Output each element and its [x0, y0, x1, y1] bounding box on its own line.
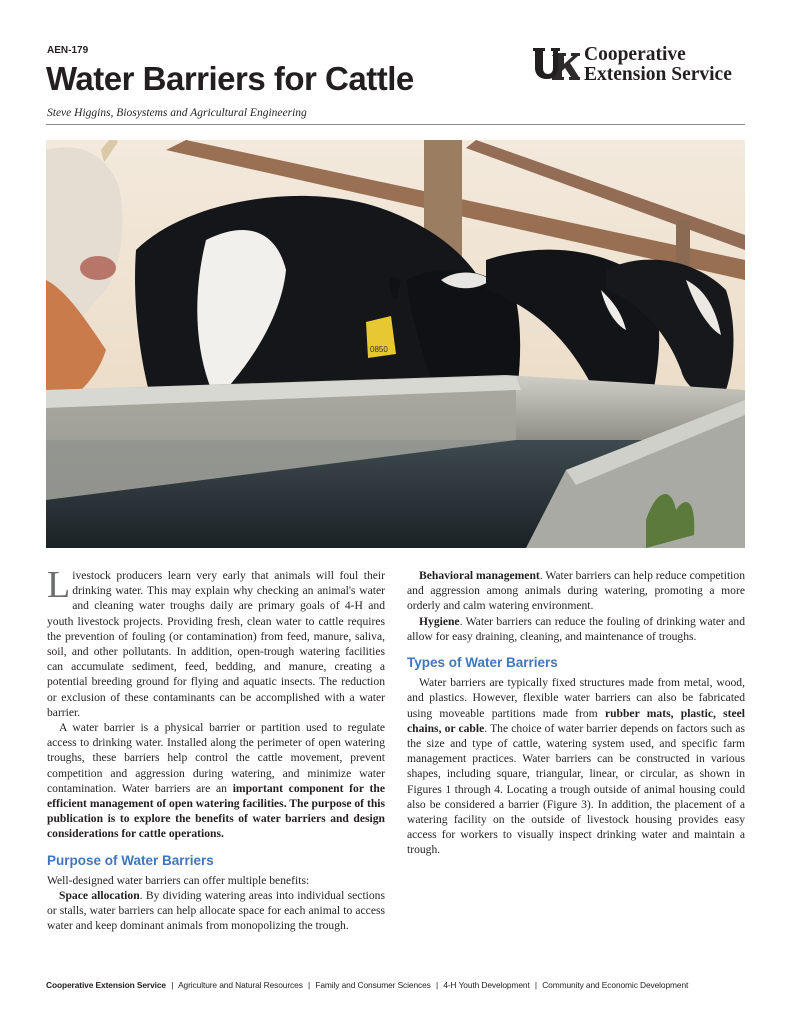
purpose-heading: Purpose of Water Barriers: [47, 852, 214, 868]
footer-separator: |: [534, 980, 537, 990]
cattle-drinking-photo: [46, 140, 745, 548]
uk-extension-logo: [532, 42, 747, 87]
footer-bar: [46, 980, 746, 990]
hero-photo: [46, 140, 745, 548]
intro-paragraph-2: A water barrier is a physical barrier or partition used to regulate access to drinking water. Installed along the perimeter of open watering troughs, these barriers help control the cattle movement, prevent competition and aggression during watering, and minimize water contamination. Water barriers are an important component for the efficient management of open watering facilities. The purpose of this publication is to explore the benefits of water barriers and design considerations for cattle operations.: [47, 721, 385, 841]
left-column: [47, 564, 385, 934]
behavioral-management-paragraph: Behavioral management. Water barriers can help reduce competition and aggression among animals during watering, promoting a more orderly and calm watering environment.: [407, 569, 745, 613]
ear-tag-number: 0850: [370, 345, 388, 354]
types-paragraph: Water barriers are typically fixed structures made from metal, wood, and plastics. However, flexible water barriers can also be fabricated using moveable partitions made from rubber mats, plastic, steel chains, or cable. The choice of water barrier depends on factors such as the size and type of cattle, watering system used, and specific farm management practices. Water barriers can be constructed in various shapes, including square, triangular, linear, or circular, as shown in Figures 1 through 4. Locating a trough outside of animal housing could also be considered a barrier (Figure 3). In addition, the placement of a watering facility on the outside of livestock housing provides easy access for workers to visually inspect drinking water and maintain a trough.: [407, 676, 746, 857]
footer-item: Family and Consumer Sciences: [315, 980, 431, 990]
dropcap-letter: L: [47, 564, 71, 606]
logo-line-1: Cooperative: [584, 43, 686, 65]
header-divider: [46, 124, 745, 125]
footer-item: 4-H Youth Development: [443, 980, 530, 990]
footer-separator: |: [171, 980, 174, 990]
uk-logo-icon: [532, 45, 580, 85]
logo-line-2: Extension Service: [584, 63, 732, 85]
right-column: [407, 568, 745, 858]
footer-brand: Cooperative Extension Service: [46, 980, 166, 990]
space-allocation-paragraph: Space allocation. By dividing watering areas into individual sections or stalls, water barriers can help allocate space for each animal to access water and keep dominant animals from monopolizing the trough.: [47, 889, 385, 933]
footer-item: Agriculture and Natural Resources: [178, 980, 303, 990]
footer-separator: |: [308, 980, 311, 990]
types-heading: Types of Water Barriers: [407, 655, 558, 671]
intro-paragraph-1: Livestock producers learn very early that animals will foul their drinking water. This may explain why checking an animal's water and cleaning water troughs daily are primary goals of 4-H and youth livestock projects. Providing fresh, clean water to cattle requires the prevention of fouling (or contamination) from feed, manure, saliva, soil, and other pollutants. In addition, open-trough watering facilities can accumulate sediment, feed, bedding, and manure, creating a potential breeding ground for flying and aquatic insects. The reduction or exclusion of these contaminants can be accomplished with a water barrier.: [47, 564, 385, 719]
document-id: AEN-179: [47, 45, 89, 56]
logo-wordmark: [584, 45, 732, 85]
document-author: Steve Higgins, Biosystems and Agricultural Engineering: [47, 107, 307, 119]
purpose-lead: Well-designed water barriers can offer multiple benefits:: [47, 873, 310, 887]
document-title: Water Barriers for Cattle: [46, 60, 414, 97]
footer-separator: |: [436, 980, 439, 990]
footer-item: Community and Economic Development: [542, 980, 689, 990]
hygiene-paragraph: Hygiene. Water barriers can reduce the fouling of drinking water and allow for easy draining, cleaning, and maintenance of troughs.: [407, 614, 745, 643]
